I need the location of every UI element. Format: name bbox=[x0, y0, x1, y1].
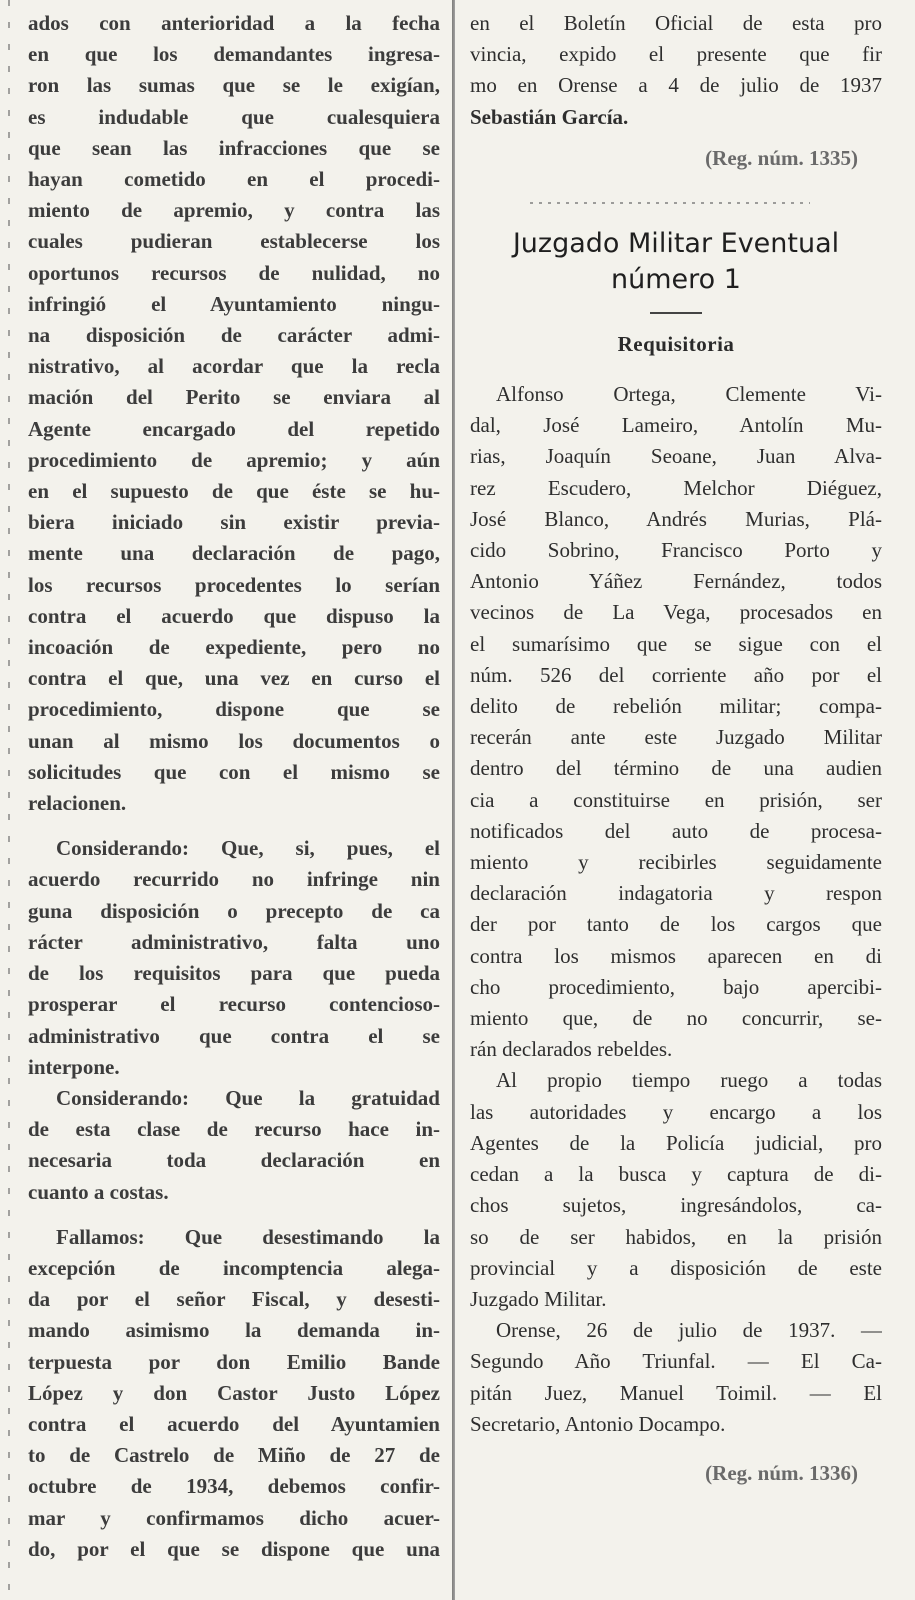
text-line: administrativo que contra el se bbox=[28, 1023, 440, 1048]
text-line: chos sujetos, ingresándolos, ca- bbox=[470, 1193, 882, 1218]
requisitoria-body bbox=[470, 379, 882, 1065]
text-line: necesaria toda declaración en bbox=[28, 1148, 440, 1173]
text-line: el sumarísimo que se sigue con el bbox=[470, 631, 882, 656]
text-line: acuerdo recurrido no infringe nin bbox=[28, 867, 440, 892]
left-paragraph-1 bbox=[28, 8, 440, 819]
text-line: contra el acuerdo que dispuso la bbox=[28, 603, 440, 628]
text-line: de los requisitos para que pueda bbox=[28, 961, 440, 986]
text-line: do, por el que se dispone que una bbox=[28, 1536, 440, 1561]
text-line: interpone. bbox=[28, 1054, 120, 1079]
text-line: nistrativo, al acordar que la recla bbox=[28, 354, 440, 379]
column-divider bbox=[452, 0, 455, 1600]
text-line: vincia, expido el presente que fir bbox=[470, 42, 882, 67]
text-line: cido Sobrino, Francisco Porto y bbox=[470, 538, 882, 563]
text-line: ados con anterioridad a la fecha bbox=[28, 11, 440, 35]
text-line: los recursos procedentes lo serían bbox=[28, 572, 440, 597]
text-line: incoación de expediente, pero no bbox=[28, 635, 440, 660]
text-line: cia a constituirse en prisión, ser bbox=[470, 787, 882, 812]
text-line: procedimiento de apremio; y aún bbox=[28, 447, 440, 472]
text-line: Antonio Yáñez Fernández, todos bbox=[470, 569, 882, 594]
court-number-heading: número 1 bbox=[611, 264, 741, 296]
text-line: provincial y a disposición de este bbox=[470, 1255, 882, 1280]
text-line: notificados del auto de procesa- bbox=[470, 818, 882, 843]
requisitoria-title: Requisitoria bbox=[617, 332, 735, 357]
section-separator bbox=[530, 202, 810, 204]
text-line: biera iniciado sin existir previa- bbox=[28, 510, 440, 535]
text-line: rán declarados rebeldes. bbox=[470, 1037, 673, 1062]
left-paragraph-fallamos bbox=[28, 1222, 440, 1565]
text-line: dal, José Lameiro, Antolín Mu- bbox=[470, 413, 882, 438]
text-line: to de Castrelo de Miño de 27 de bbox=[28, 1443, 440, 1468]
text-line: hayan cometido en el procedi- bbox=[28, 167, 440, 192]
text-line: cuanto a costas. bbox=[28, 1179, 169, 1204]
text-line: López y don Castor Justo López bbox=[28, 1380, 440, 1405]
text-line: relacionen. bbox=[28, 791, 127, 816]
text-line: unan al mismo los documentos o bbox=[28, 728, 440, 753]
text-line: de esta clase de recurso hace in- bbox=[28, 1117, 440, 1142]
text-line: contra el acuerdo del Ayuntamien bbox=[28, 1411, 440, 1436]
text-line: pitán Juez, Manuel Toimil. — El bbox=[470, 1380, 882, 1405]
text-line: rácter administrativo, falta uno bbox=[28, 929, 440, 954]
text-line: dentro del término de una audien bbox=[470, 756, 882, 781]
text-line: contra el que, una vez en curso el bbox=[28, 666, 440, 691]
text-line: Agente encargado del repetido bbox=[28, 416, 440, 441]
top-registration-number: (Reg. núm. 1335) bbox=[705, 145, 858, 170]
text-line: mo en Orense a 4 de julio de 1937 bbox=[470, 73, 882, 98]
text-line: es indudable que cualesquiera bbox=[28, 104, 440, 129]
text-line: en el Boletín Oficial de esta pro bbox=[470, 11, 882, 35]
text-line: Agentes de la Policía judicial, pro bbox=[470, 1130, 882, 1155]
text-line: recerán ante este Juzgado Militar bbox=[470, 725, 882, 750]
text-line: mente una declaración de pago, bbox=[28, 541, 440, 566]
text-line: mando asimismo la demanda in- bbox=[28, 1318, 440, 1343]
text-line: José Blanco, Andrés Murias, Plá- bbox=[470, 506, 882, 531]
text-line: na disposición de carácter admi- bbox=[28, 323, 440, 348]
text-line: contra los mismos aparecen en di bbox=[470, 943, 882, 968]
text-line: Considerando: Que, si, pues, el bbox=[56, 836, 440, 861]
text-line: infringió el Ayuntamiento ningu- bbox=[28, 291, 440, 316]
text-line: en que los demandantes ingresa- bbox=[28, 42, 440, 67]
left-paragraph-considerando-2 bbox=[28, 1083, 440, 1208]
top-notice bbox=[470, 8, 882, 102]
text-line: oportunos recursos de nulidad, no bbox=[28, 260, 440, 285]
right-column bbox=[470, 8, 882, 1598]
text-line: miento y recibirles seguidamente bbox=[470, 850, 882, 875]
text-line: cho procedimiento, bajo apercibi- bbox=[470, 974, 882, 999]
text-line: excepción de incomptencia alega- bbox=[28, 1255, 440, 1280]
text-line: mación del Perito se enviara al bbox=[28, 385, 440, 410]
text-line: cuales pudieran establecerse los bbox=[28, 229, 440, 254]
text-line: miento de apremio, y contra las bbox=[28, 198, 440, 223]
requisitoria-request bbox=[470, 1065, 882, 1315]
text-line: cedan a la busca y captura de di- bbox=[470, 1162, 882, 1187]
text-line: en el supuesto de que éste se hu- bbox=[28, 479, 440, 504]
text-line: so de ser habidos, en la prisión bbox=[470, 1224, 882, 1249]
text-line: que sean las infracciones que se bbox=[28, 135, 440, 160]
text-line: prosperar el recurso contencioso- bbox=[28, 992, 440, 1017]
text-line: terpuesta por don Emilio Bande bbox=[28, 1349, 440, 1374]
text-line: miento que, de no concurrir, se- bbox=[470, 1006, 882, 1031]
text-line: da por el señor Fiscal, y desesti- bbox=[28, 1287, 440, 1312]
text-line: Secretario, Antonio Docampo. bbox=[470, 1411, 726, 1436]
left-paragraph-considerando-1 bbox=[28, 833, 440, 1083]
text-line: Fallamos: Que desestimando la bbox=[56, 1224, 440, 1249]
text-line: delito de rebelión militar; compa- bbox=[470, 694, 882, 719]
text-line: solicitudes que con el mismo se bbox=[28, 759, 440, 784]
top-signature: Sebastián García. bbox=[470, 104, 629, 129]
text-line: Alfonso Ortega, Clemente Vi- bbox=[496, 382, 882, 407]
text-line: guna disposición o precepto de ca bbox=[28, 898, 440, 923]
heading-rule bbox=[650, 312, 702, 314]
text-line: Orense, 26 de julio de 1937. — bbox=[496, 1318, 882, 1343]
text-line: Al propio tiempo ruego a todas bbox=[496, 1068, 882, 1093]
text-line: Segundo Año Triunfal. — El Ca- bbox=[470, 1349, 882, 1374]
text-line: núm. 526 del corriente año por el bbox=[470, 662, 882, 687]
bottom-registration-number: (Reg. núm. 1336) bbox=[705, 1460, 858, 1485]
text-line: Juzgado Militar. bbox=[470, 1286, 607, 1311]
text-line: las autoridades y encargo a los bbox=[470, 1099, 882, 1124]
text-line: Considerando: Que la gratuidad bbox=[56, 1085, 440, 1110]
court-heading: Juzgado Militar Eventual bbox=[512, 228, 840, 260]
requisitoria-closing bbox=[470, 1315, 882, 1440]
text-line: rias, Joaquín Seoane, Juan Alva- bbox=[470, 444, 882, 469]
left-column bbox=[28, 8, 440, 1598]
text-line: der por tanto de los cargos que bbox=[470, 912, 882, 937]
text-line: declaración indagatoria y respon bbox=[470, 881, 882, 906]
text-line: procedimiento, dispone que se bbox=[28, 697, 440, 722]
margin-tick-marks bbox=[8, 0, 10, 1600]
text-line: mar y confirmamos dicho acuer- bbox=[28, 1505, 440, 1530]
text-line: octubre de 1934, debemos confir- bbox=[28, 1474, 440, 1499]
text-line: ron las sumas que se le exigían, bbox=[28, 73, 440, 98]
text-line: rez Escudero, Melchor Diéguez, bbox=[470, 475, 882, 500]
text-line: vecinos de La Vega, procesados en bbox=[470, 600, 882, 625]
